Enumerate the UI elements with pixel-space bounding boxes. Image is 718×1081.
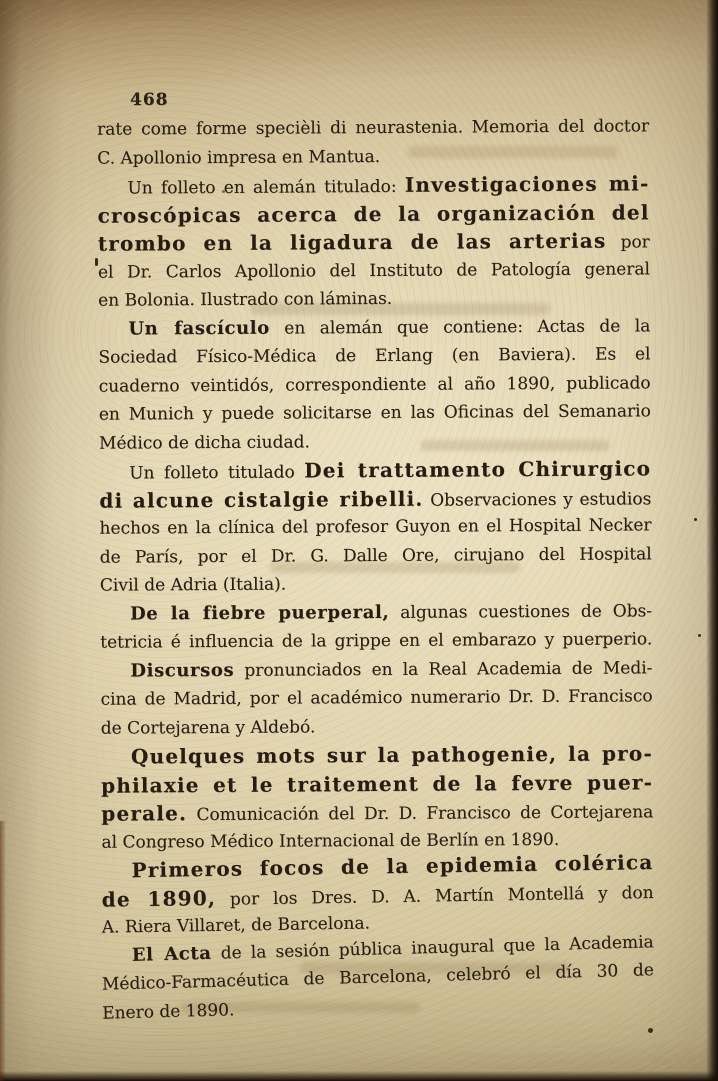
bold-title-text: di alcune cistalgie ribelli. bbox=[99, 486, 424, 513]
text-line bbox=[99, 369, 651, 401]
bold-title-text: de 1890, bbox=[101, 885, 217, 912]
text-line bbox=[100, 597, 652, 629]
body-text: pronunciados en la Real Academia de Medi- bbox=[234, 657, 653, 681]
body-text: Observaciones y estudios bbox=[423, 488, 652, 511]
text-line bbox=[100, 568, 652, 600]
text-line bbox=[100, 540, 652, 572]
photo-edge-right bbox=[706, 0, 718, 1081]
bold-title-text: El Acta bbox=[131, 942, 212, 966]
body-text: Médico-Farmacéutica de Barcelona, celebró el día 30 de bbox=[101, 960, 655, 995]
text-line bbox=[101, 796, 653, 828]
text-line bbox=[99, 454, 651, 486]
bold-title-text: Primeros focos de la epidemia colérica bbox=[131, 850, 654, 883]
text-line bbox=[100, 654, 652, 686]
page-text-block bbox=[97, 112, 655, 1027]
text-line bbox=[99, 426, 651, 458]
text-line bbox=[97, 169, 649, 201]
body-text: en Munich y puede solicitarse en las Oficinas del Semanario bbox=[98, 401, 651, 425]
body-text: al Congreso Médico Internacional de Berlín en 1890. bbox=[101, 829, 560, 853]
body-text: A. Riera Villaret, de Barcelona. bbox=[101, 913, 371, 938]
text-line bbox=[99, 511, 651, 543]
text-line bbox=[98, 255, 650, 287]
body-text: por bbox=[606, 232, 650, 253]
ink-speck bbox=[694, 518, 697, 521]
ink-speck bbox=[698, 634, 701, 637]
body-text: Sociedad Físico-Médica de Erlang (en Baviera). Es el bbox=[98, 344, 651, 368]
page-number: 468 bbox=[130, 90, 169, 110]
bold-title-text: philaxie et le traitement de la fevre puer- bbox=[101, 769, 654, 798]
bold-title-text: Discursos bbox=[130, 659, 235, 681]
body-text: de la sesión pública inaugural que la Academia bbox=[211, 931, 654, 964]
text-line bbox=[100, 682, 652, 714]
body-text: cuaderno veintidós, correspondiente al año 1890, publicado bbox=[98, 372, 651, 397]
photo-edge-bottom bbox=[0, 1071, 718, 1081]
bold-title-text: trombo en la ligadura de las arterias bbox=[97, 228, 607, 256]
bold-title-text: De la fiebre puerperal, bbox=[129, 601, 390, 624]
bold-title-text: perale. bbox=[101, 801, 188, 826]
photo-edge-left bbox=[0, 821, 6, 1081]
body-text: Civil de Adria (Italia). bbox=[99, 574, 287, 596]
body-text: Un folleto titulado bbox=[129, 462, 305, 484]
body-text: rate come forme specièli di neurastenia. Memoria del doctor bbox=[97, 116, 650, 140]
body-text: Comunicación del Dr. D. Francisco de Cortejarena bbox=[187, 802, 654, 826]
text-line bbox=[100, 625, 652, 657]
body-text: en Bolonia. Ilustrado con láminas. bbox=[98, 288, 393, 311]
body-text: algunas cuestiones de Obs- bbox=[389, 600, 653, 623]
ink-speck bbox=[648, 1028, 653, 1033]
body-text: hechos en la clínica del profesor Guyon en el Hospital Necker bbox=[99, 515, 652, 539]
text-line bbox=[98, 226, 650, 258]
text-line bbox=[97, 141, 649, 173]
bold-title-text: croscópicas acerca de la organización del bbox=[97, 199, 650, 228]
bold-title-text: Quelques mots sur la pathogenie, la pro- bbox=[130, 741, 653, 769]
text-line bbox=[98, 340, 650, 372]
text-line bbox=[101, 739, 653, 771]
text-line bbox=[99, 397, 651, 429]
body-text: de Cortejarena y Aldebó. bbox=[100, 716, 316, 739]
text-line bbox=[97, 112, 649, 144]
text-line bbox=[101, 711, 653, 743]
body-text: Un folleto en alemán titulado: bbox=[127, 176, 405, 199]
body-text: Médico de dicha ciudad. bbox=[98, 431, 310, 454]
text-line bbox=[99, 483, 651, 515]
bold-title-text: Un fascículo bbox=[128, 317, 270, 339]
bold-title-text: Investigaciones mi- bbox=[404, 171, 650, 197]
body-text: C. Apollonio impresa en Mantua. bbox=[97, 146, 381, 169]
body-text: de París, por el Dr. G. Dalle Ore, cirujano del Hospital bbox=[99, 543, 652, 568]
bold-title-text: Dei trattamento Chirurgico bbox=[304, 456, 652, 483]
text-line bbox=[98, 283, 650, 315]
body-text: tetricia é influencia de la grippe en el embarazo y puerperio. bbox=[100, 629, 653, 653]
text-line bbox=[101, 768, 653, 800]
body-text: Enero de 1890. bbox=[101, 999, 235, 1024]
text-line bbox=[98, 198, 650, 230]
body-text: por los Dres. D. A. Martín Montellá y don bbox=[215, 882, 654, 910]
body-text: cina de Madrid, por el académico numerario Dr. D. Francisco bbox=[100, 686, 653, 710]
body-text: el Dr. Carlos Apollonio del Instituto de Patología general bbox=[97, 258, 651, 283]
text-line bbox=[98, 312, 650, 344]
body-text: en alemán que contiene: Actas de la bbox=[269, 315, 651, 339]
